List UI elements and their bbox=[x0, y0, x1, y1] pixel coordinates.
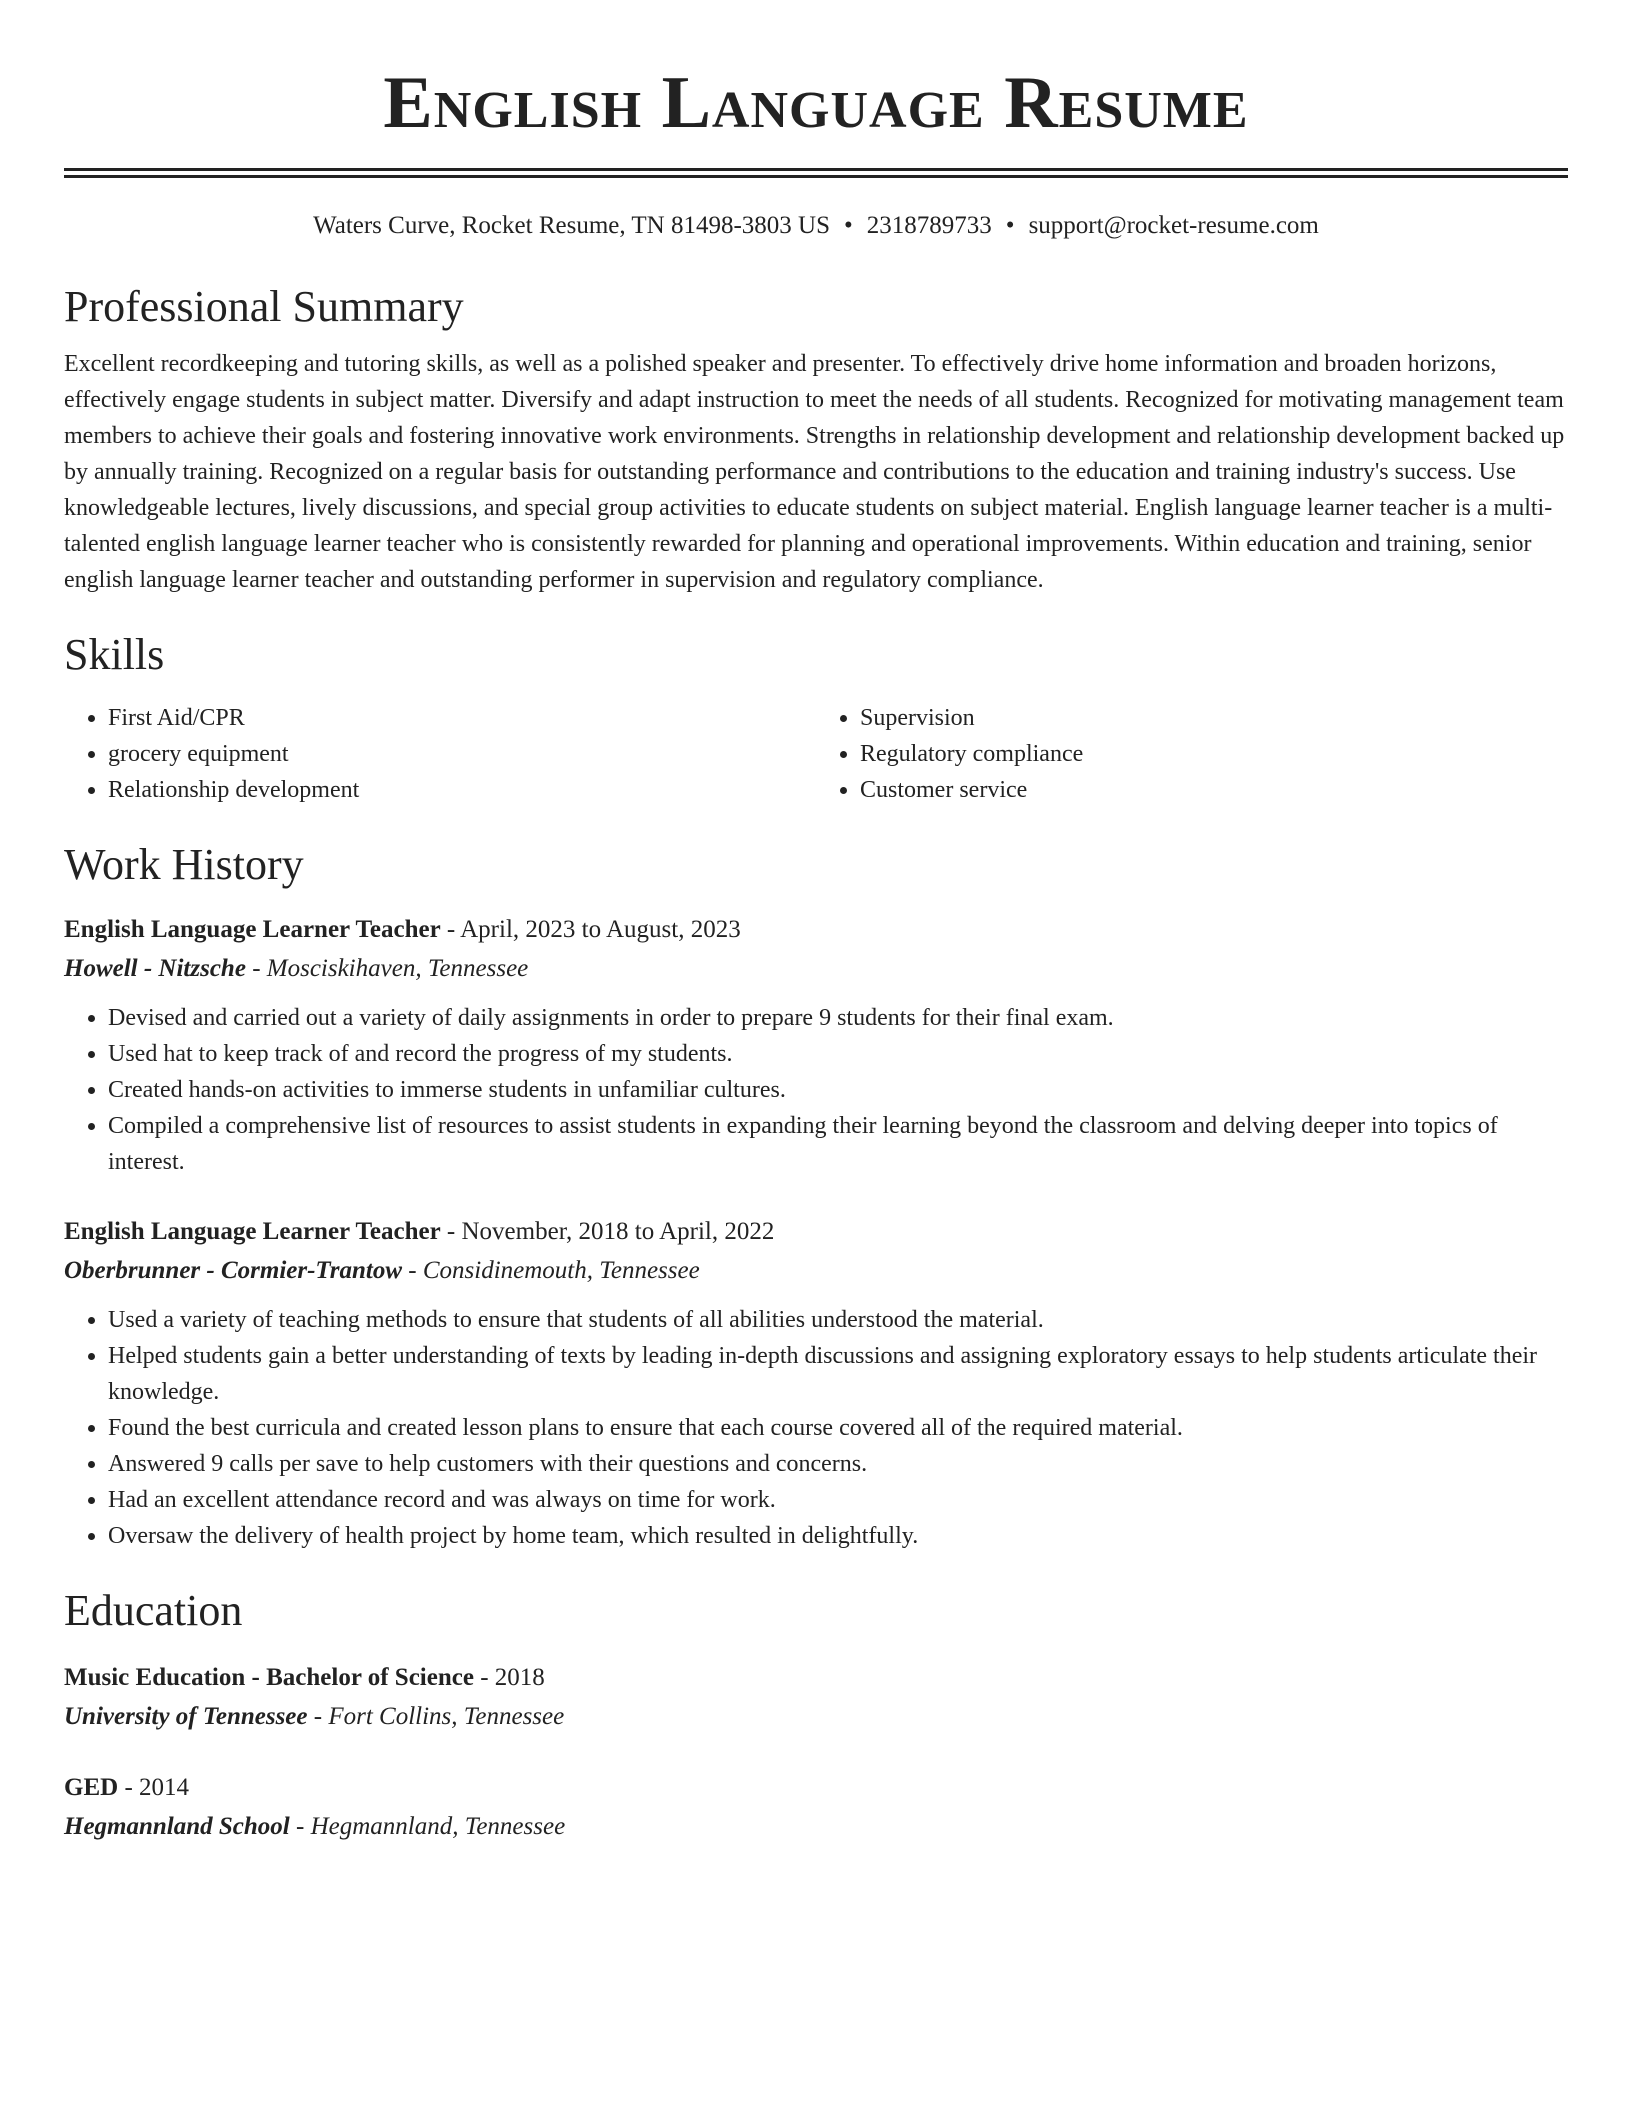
skill-item: • Supervision bbox=[860, 700, 1568, 736]
job-bullet: • Used a variety of teaching methods to ensure that students of all abilities understood the material. bbox=[108, 1302, 1568, 1338]
job-bullet: • Had an excellent attendance record and was always on time for work. bbox=[108, 1482, 1568, 1518]
education-degree: Music Education - Bachelor of Science bbox=[64, 1664, 474, 1691]
education-heading: Education bbox=[64, 1586, 243, 1635]
job-dates: November, 2018 to April, 2022 bbox=[461, 1218, 775, 1245]
education-degree-line bbox=[64, 1768, 1568, 1807]
education-school-line bbox=[64, 1807, 1568, 1846]
job-bullet: • Devised and carried out a variety of daily assignments in order to prepare 9 students for their final exam. bbox=[108, 1000, 1568, 1036]
job-bullet: • Answered 9 calls per save to help customers with their questions and concerns. bbox=[108, 1446, 1568, 1482]
work-history-heading: Work History bbox=[64, 840, 304, 889]
contact-line bbox=[64, 208, 1568, 244]
contact-email: support@rocket-resume.com bbox=[1028, 212, 1319, 239]
education-degree-line bbox=[64, 1658, 1568, 1697]
job-company-line bbox=[64, 949, 1568, 988]
skill-item: • Regulatory compliance bbox=[860, 736, 1568, 772]
skills-columns bbox=[64, 700, 1568, 808]
dash: - bbox=[446, 916, 456, 943]
job-company: Howell - Nitzsche bbox=[64, 955, 246, 982]
summary-text: Excellent recordkeeping and tutoring skills, as well as a polished speaker and presenter. To effectively drive home information and broaden horizons, effectively engage students in subject matter. Diversify and adapt instruction to meet the needs of all students. Recognized for motivating management team members to achieve their goals and fostering innovative work environments. Strengths in relationship development and relationship development backed up by annually training. Recognized on a regular basis for outstanding performance and contributions to the education and training industry's success. Use knowledgeable lectures, lively discussions, and special group activities to educate students on subject material. English language learner teacher is a multi-talented english language learner teacher who is consistently rewarded for planning and operational improvements. Within education and training, senior english language learner teacher and outstanding performer in supervision and regulatory compliance. bbox=[64, 351, 1565, 593]
job-location: Mosciskihaven, Tennessee bbox=[266, 955, 529, 982]
job-entry bbox=[64, 910, 1568, 1180]
job-title-line bbox=[64, 1212, 1568, 1251]
job-bullet: • Oversaw the delivery of health project by home team, which resulted in delightfully. bbox=[108, 1518, 1568, 1554]
skill-item: • Relationship development bbox=[108, 772, 816, 808]
job-bullets bbox=[64, 1302, 1568, 1554]
job-company: Oberbrunner - Cormier-Trantow bbox=[64, 1257, 403, 1284]
education-location: Fort Collins, Tennessee bbox=[328, 1703, 565, 1730]
job-dates: April, 2023 to August, 2023 bbox=[460, 916, 741, 943]
skills-list-left bbox=[64, 700, 816, 808]
job-title: English Language Learner Teacher bbox=[64, 1218, 441, 1245]
education-year: 2014 bbox=[139, 1774, 190, 1801]
job-title-line bbox=[64, 910, 1568, 949]
dash: - bbox=[252, 955, 261, 982]
education-school: University of Tennessee bbox=[64, 1703, 308, 1730]
education-location: Hegmannland, Tennessee bbox=[310, 1813, 566, 1840]
dash: - bbox=[480, 1664, 489, 1691]
education-year: 2018 bbox=[494, 1664, 545, 1691]
education-entry bbox=[64, 1768, 1568, 1846]
resume-title: English Language Resume bbox=[383, 62, 1249, 144]
job-bullet: • Found the best curricula and created lesson plans to ensure that each course covered all of the required material. bbox=[108, 1410, 1568, 1446]
education-entry bbox=[64, 1658, 1568, 1736]
contact-phone: 2318789733 bbox=[866, 212, 992, 239]
dash: - bbox=[313, 1703, 323, 1730]
summary-heading: Professional Summary bbox=[64, 282, 464, 331]
skill-item: • Customer service bbox=[860, 772, 1568, 808]
dash: - bbox=[446, 1218, 456, 1245]
job-bullet: • Used hat to keep track of and record the progress of my students. bbox=[108, 1036, 1568, 1072]
work-history-section bbox=[64, 838, 1568, 1554]
dash: - bbox=[124, 1774, 133, 1801]
education-school-line bbox=[64, 1697, 1568, 1736]
dash: - bbox=[408, 1257, 417, 1284]
education-school: Hegmannland School bbox=[64, 1813, 290, 1840]
summary-section bbox=[64, 280, 1568, 598]
job-company-line bbox=[64, 1251, 1568, 1290]
skill-item: • First Aid/CPR bbox=[108, 700, 816, 736]
skills-heading: Skills bbox=[64, 630, 165, 679]
contact-separator: • bbox=[1005, 212, 1015, 239]
job-location: Considinemouth, Tennessee bbox=[422, 1257, 700, 1284]
skills-section bbox=[64, 628, 1568, 808]
title-double-rule bbox=[64, 168, 1568, 178]
skill-item: • grocery equipment bbox=[108, 736, 816, 772]
job-bullet: • Created hands-on activities to immerse students in unfamiliar cultures. bbox=[108, 1072, 1568, 1108]
job-bullet: • Compiled a comprehensive list of resources to assist students in expanding their learning beyond the classroom and delving deeper into topics of interest. bbox=[108, 1108, 1568, 1180]
job-bullet: • Helped students gain a better understanding of texts by leading in-depth discussions and assigning exploratory essays to help students articulate their knowledge. bbox=[108, 1338, 1568, 1410]
job-entry bbox=[64, 1212, 1568, 1554]
dash: - bbox=[296, 1813, 305, 1840]
job-bullets bbox=[64, 1000, 1568, 1180]
education-degree: GED bbox=[64, 1774, 119, 1801]
skills-list-right bbox=[816, 700, 1568, 808]
contact-separator: • bbox=[844, 212, 853, 239]
contact-address: Waters Curve, Rocket Resume, TN 81498-3803 US bbox=[313, 212, 831, 239]
education-section bbox=[64, 1584, 1568, 1846]
job-title: English Language Learner Teacher bbox=[64, 916, 441, 943]
